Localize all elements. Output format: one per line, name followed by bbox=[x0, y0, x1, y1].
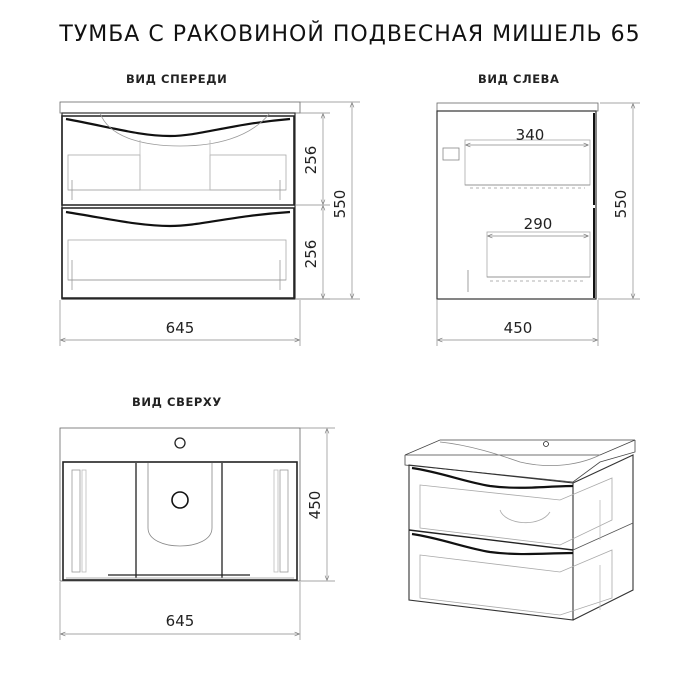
front-upper-drawer-dim: 256 bbox=[302, 145, 320, 175]
front-view bbox=[60, 102, 300, 299]
left-view-label: ВИД СЛЕВА bbox=[478, 72, 560, 86]
isometric-view bbox=[405, 440, 635, 620]
front-lower-drawer-dim: 256 bbox=[302, 239, 320, 269]
front-view-label: ВИД СПЕРЕДИ bbox=[126, 72, 228, 86]
page-title: ТУМБА С РАКОВИНОЙ ПОДВЕСНАЯ МИШЕЛЬ 65 bbox=[59, 22, 641, 47]
top-view-label: ВИД СВЕРХУ bbox=[132, 395, 222, 409]
top-width-dim: 645 bbox=[165, 612, 195, 630]
top-depth-dim: 450 bbox=[306, 490, 324, 520]
left-depth-dim: 450 bbox=[503, 319, 533, 337]
left-height-dim: 550 bbox=[612, 189, 630, 219]
left-lower-drawer-depth-dim: 290 bbox=[523, 215, 553, 233]
left-upper-drawer-depth-dim: 340 bbox=[515, 126, 545, 144]
front-width-dim: 645 bbox=[165, 319, 195, 337]
top-view bbox=[60, 428, 300, 581]
front-height-dim: 550 bbox=[331, 189, 349, 219]
